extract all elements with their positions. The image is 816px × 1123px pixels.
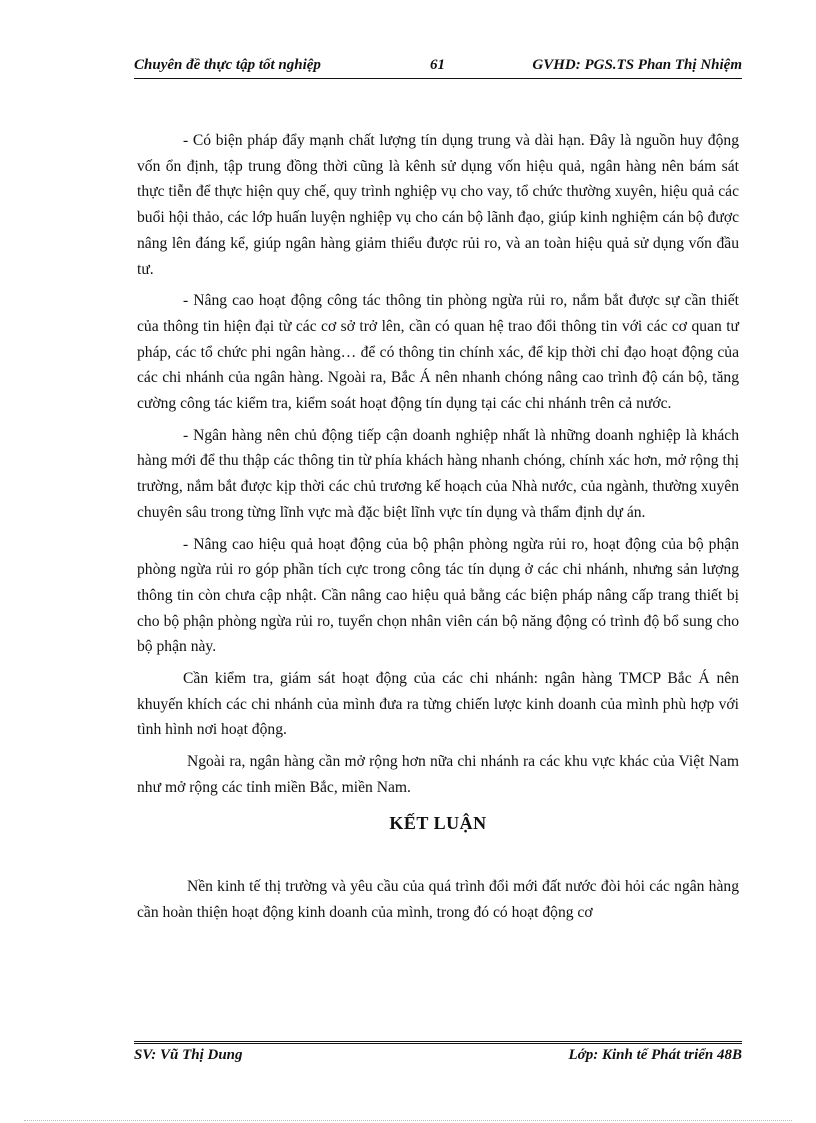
paragraph-2: - Nâng cao hoạt động công tác thông tin phòng ngừa rủi ro, nắm bắt được sự cần thiết của thông tin hiện đại từ các cơ sở trở lên, cần có quan hệ trao đổi thông tin với các cơ quan tư pháp, các tổ chức phi ngân hàng… để có thông tin chính xác, để kịp thời chỉ đạo hoạt động của các chi nhánh của ngân hàng. Ngoài ra, Bắc Á nên nhanh chóng nâng cao trình độ cán bộ, tăng cường công tác kiểm tra, kiểm soát hoạt động tín dụng tại các chi nhánh trên cả nước.	[137, 292, 739, 413]
paragraph-3: - Ngân hàng nên chủ động tiếp cận doanh nghiệp nhất là những doanh nghiệp là khách hàng mới để thu thập các thông tin từ phía khách hàng nhanh chóng, chính xác hơn, mở rộng thị trường, nắm bắt được kịp thời các chủ trương kế hoạch của Nhà nước, của ngành, thường xuyên chuyên sâu trong từng lĩnh vực mà đặc biệt lĩnh vực tín dụng và thẩm định dự án.	[137, 426, 739, 521]
paragraph-4: - Nâng cao hiệu quả hoạt động của bộ phận phòng ngừa rủi ro, hoạt động của bộ phận phòng ngừa rủi ro góp phần tích cực trong công tác tín dụng ở các chi nhánh, nhưng sản lượng thông tin còn chưa cập nhật. Cần nâng cao hiệu quả bằng các biện pháp nâng cấp trang thiết bị cho bộ phận phòng ngừa rủi ro, tuyển chọn nhân viên cán bộ năng động có trình độ bổ sung cho bộ phận này.	[137, 535, 739, 656]
footer-student: SV: Vũ Thị Dung	[134, 1047, 243, 1063]
section-heading: KẾT LUẬN	[389, 812, 487, 833]
page-edge-divider	[24, 1120, 792, 1121]
body-text	[137, 128, 739, 932]
header-rule	[134, 78, 742, 79]
header-title: Chuyên đề thực tập tốt nghiệp	[134, 57, 321, 73]
page-number: 61	[430, 57, 445, 73]
page-footer	[134, 1047, 742, 1069]
header-supervisor: GVHD: PGS.TS Phan Thị Nhiệm	[532, 57, 742, 73]
footer-class: Lớp: Kinh tế Phát triển 48B	[568, 1047, 742, 1063]
paragraph-1: - Có biện pháp đẩy mạnh chất lượng tín dụng trung và dài hạn. Đây là nguồn huy động vốn ổn định, tập trung đồng thời cũng là kênh sử dụng vốn hiệu quả, ngân hàng nên bám sát thực tiễn để thực hiện quy chế, quy trình nghiệp vụ cho vay, tổ chức thường xuyên, hiệu quả các buổi hội thảo, các lớp huấn luyện nghiệp vụ cho cán bộ lãnh đạo, giúp kinh nghiệm cán bộ được nâng lên đáng kể, giúp ngân hàng giảm thiểu được rủi ro, và an toàn hiệu quả sử dụng vốn đầu tư.	[137, 132, 739, 278]
page-header	[134, 57, 742, 79]
paragraph-6: Ngoài ra, ngân hàng cần mở rộng hơn nữa chi nhánh ra các khu vực khác của Việt Nam như mở rộng các tỉnh miền Bắc, miền Nam.	[137, 753, 739, 796]
paragraph-5: Cần kiểm tra, giám sát hoạt động của các chi nhánh: ngân hàng TMCP Bắc Á nên khuyến khích các chi nhánh của mình đưa ra từng chiến lược kinh doanh của mình phù hợp với tình hình nơi hoạt động.	[137, 670, 739, 739]
footer-rule	[134, 1041, 742, 1044]
conclusion-paragraph: Nền kinh tế thị trường và yêu cầu của quá trình đổi mới đất nước đòi hỏi các ngân hàng cần hoàn thiện hoạt động kinh doanh của mình, trong đó có hoạt động cơ	[137, 878, 739, 921]
